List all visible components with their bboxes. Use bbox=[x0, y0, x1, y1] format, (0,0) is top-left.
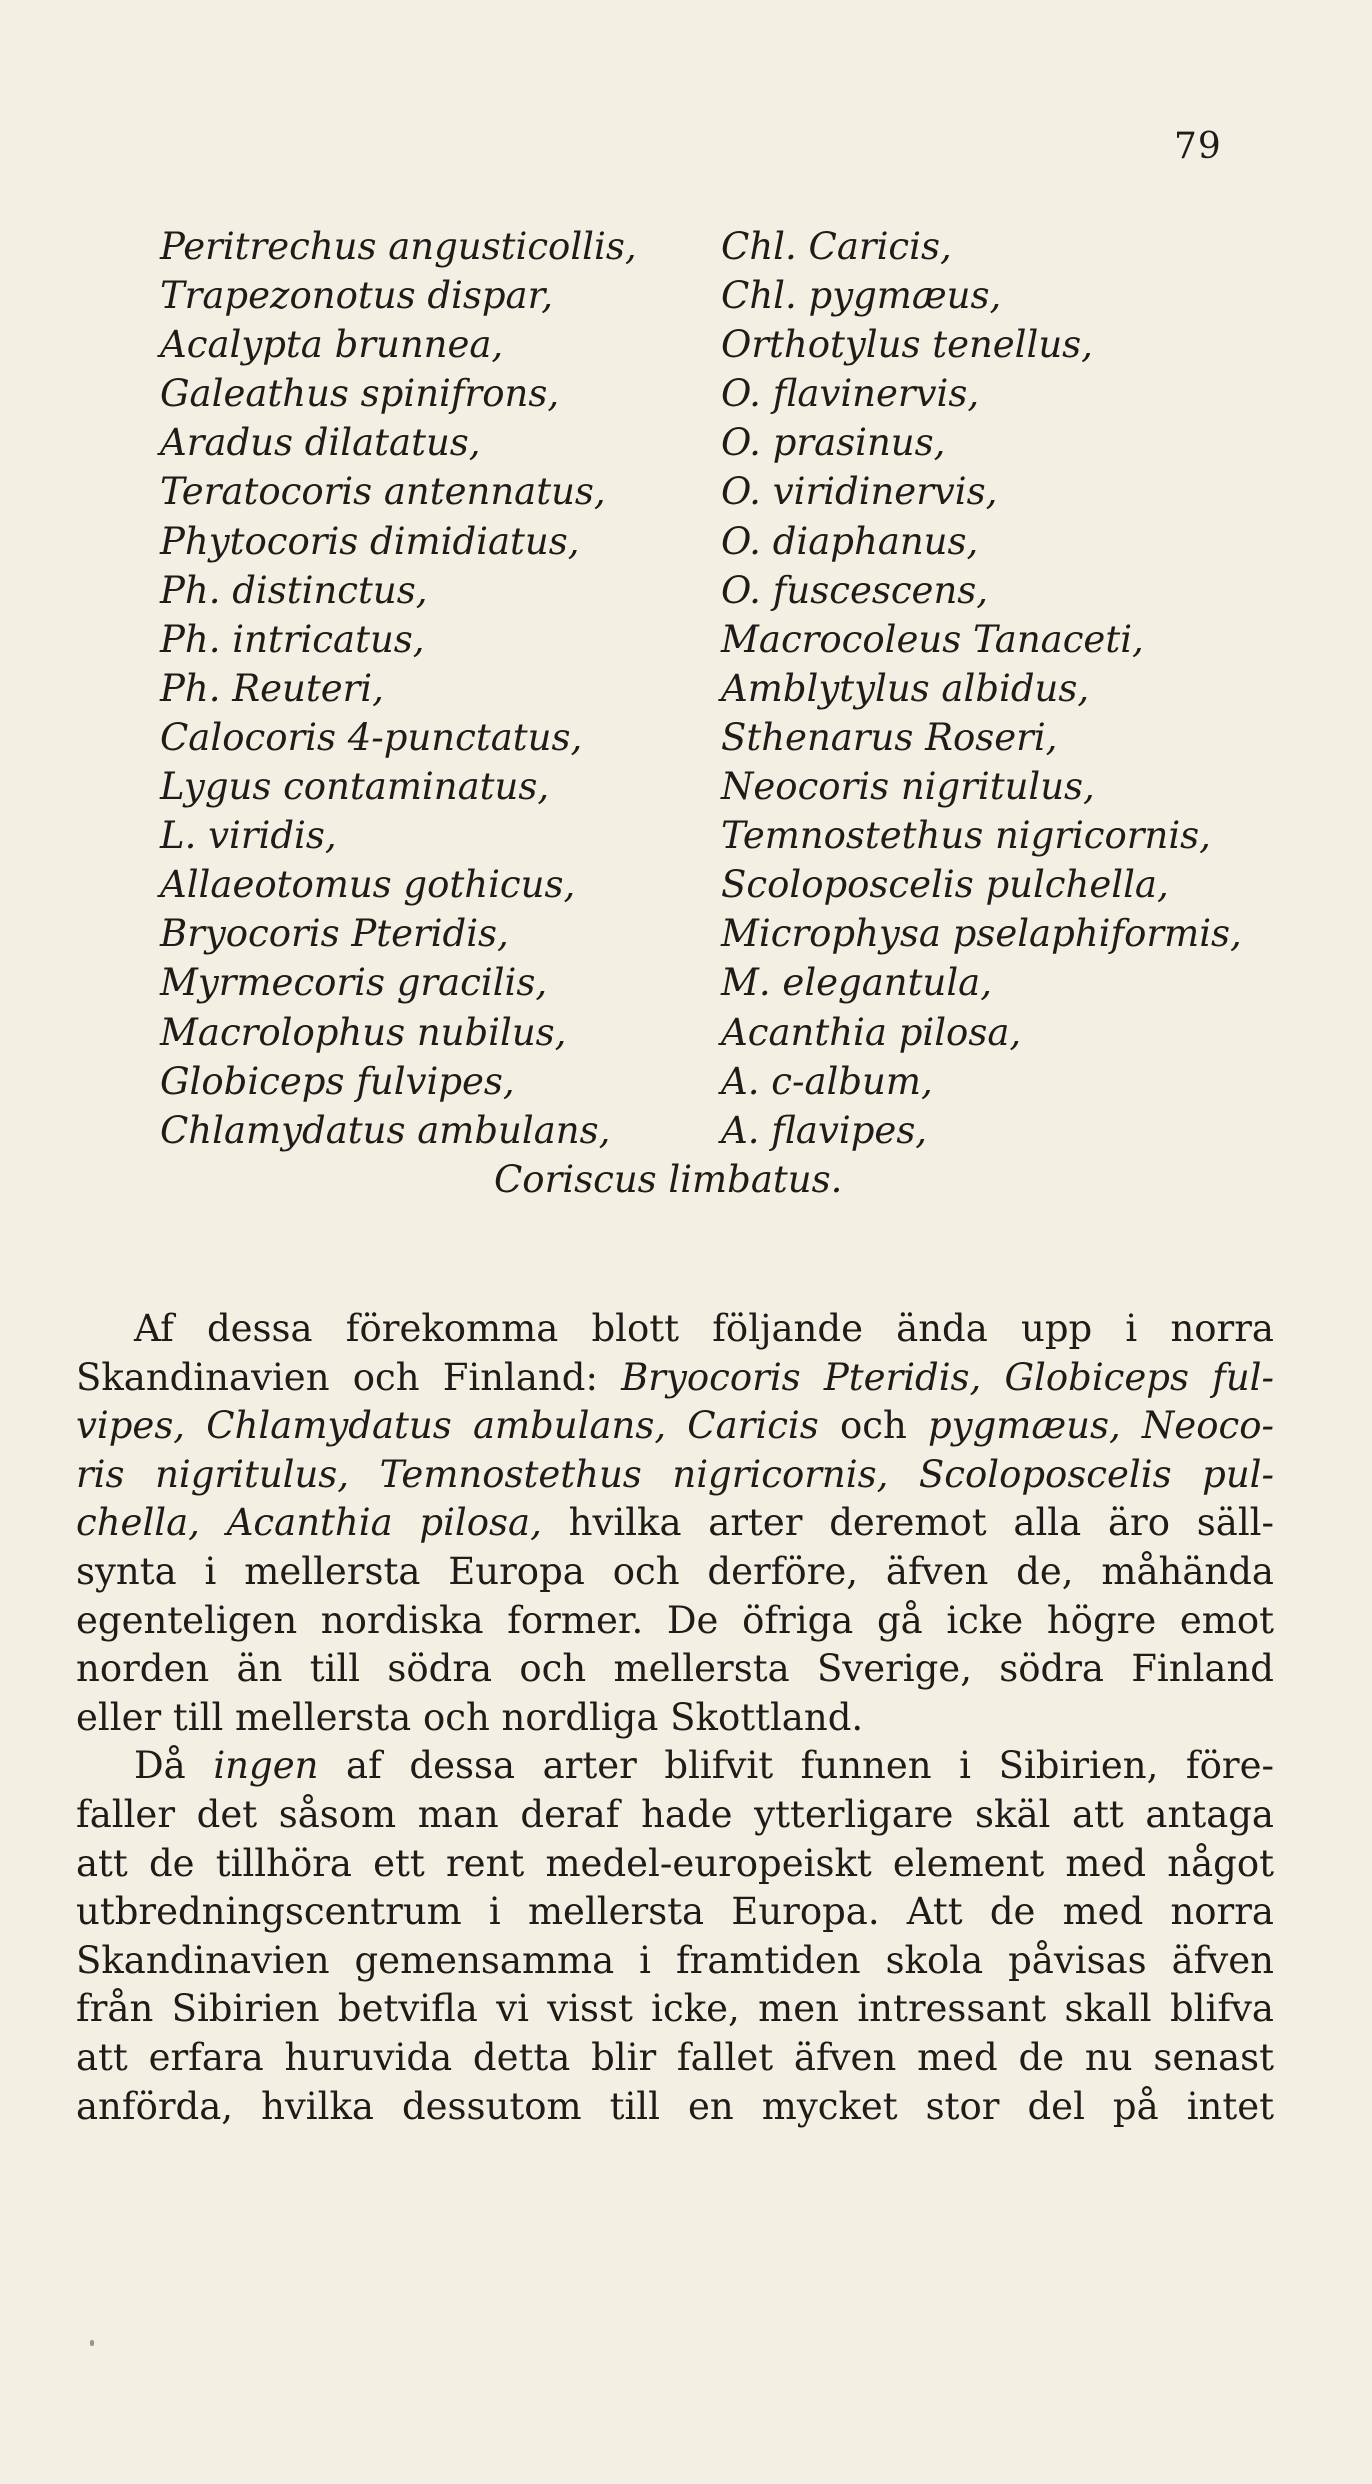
page-number: 79 bbox=[1174, 126, 1222, 167]
species-name: Scoloposcelis pulchella, bbox=[721, 863, 1169, 907]
text-run: Af dessa förekomma blott följande ända upp i norra bbox=[134, 1307, 1274, 1350]
species-row bbox=[160, 860, 1300, 909]
species-name: Peritrechus angusticollis, bbox=[160, 225, 637, 268]
species-name: Chl. pygmæus, bbox=[721, 274, 1002, 318]
species-name: Bryocoris Pteridis, bbox=[160, 912, 509, 956]
species-name: Aradus dilatatus, bbox=[160, 421, 481, 465]
text-run: Skandinavien och Finland: bbox=[76, 1355, 598, 1399]
species-citation: pygmæus, Neoco- bbox=[928, 1404, 1274, 1448]
text-run: utbredningscentrum i mellersta Europa. Att de med norra bbox=[76, 1890, 1274, 1934]
species-name: Calocoris 4-punctatus, bbox=[160, 715, 583, 759]
text-run: från Sibirien betvifla vi visst icke, men intressant skall blifva bbox=[76, 1987, 1274, 2031]
text-run: att de tillhöra ett rent medel-europeiskt element med något bbox=[76, 1841, 1274, 1885]
species-name: L. viridis, bbox=[160, 814, 337, 858]
text-run: norden än till södra och mellersta Sverige, södra Finland bbox=[76, 1647, 1274, 1691]
text-run: och bbox=[839, 1404, 907, 1448]
species-name: Ph. distinctus, bbox=[160, 568, 428, 612]
species-name: Chlamydatus ambulans, bbox=[160, 1108, 611, 1152]
species-name: Trapezonotus dispar, bbox=[160, 274, 553, 318]
text-run: anförda, hvilka dessutom till en mycket stor del på intet bbox=[76, 2084, 1274, 2128]
species-row bbox=[160, 467, 1300, 516]
text-run: Då bbox=[134, 1744, 186, 1788]
text-line bbox=[76, 1791, 1274, 1840]
text-line bbox=[76, 1840, 1274, 1889]
species-name: Macrocoleus Tanaceti, bbox=[721, 617, 1144, 661]
species-name: Acanthia pilosa, bbox=[721, 1010, 1022, 1054]
species-name: Acalypta brunnea, bbox=[160, 323, 504, 367]
species-row bbox=[160, 713, 1300, 762]
species-citation: Bryocoris Pteridis, Globiceps ful- bbox=[621, 1355, 1274, 1399]
species-name: Temnostethus nigricornis, bbox=[721, 814, 1211, 858]
paragraph-1 bbox=[76, 1305, 1274, 1742]
species-name: O. diaphanus, bbox=[721, 519, 979, 563]
species-row bbox=[160, 222, 1300, 271]
text-run: hvilka arter deremot alla äro säll- bbox=[568, 1501, 1274, 1545]
species-name: Globiceps fulvipes, bbox=[160, 1059, 515, 1103]
text-run: af dessa arter blifvit funnen i Sibirien, före- bbox=[346, 1744, 1274, 1788]
text-line bbox=[76, 1354, 1274, 1403]
species-name: Orthotylus tenellus, bbox=[721, 323, 1093, 367]
species-row bbox=[160, 369, 1300, 418]
species-name: A. flavipes, bbox=[721, 1108, 928, 1152]
text-line bbox=[76, 1937, 1274, 1986]
species-citation: chella, Acanthia pilosa, bbox=[76, 1501, 542, 1545]
species-name: Neocoris nigritulus, bbox=[721, 765, 1095, 809]
species-name: Myrmecoris gracilis, bbox=[160, 961, 548, 1005]
species-row bbox=[160, 1057, 1300, 1106]
text-line bbox=[76, 1888, 1274, 1937]
text-run: Skandinavien gemensamma i framtiden skola påvisas äfven bbox=[76, 1938, 1274, 1982]
species-row bbox=[160, 418, 1300, 467]
paragraph-2 bbox=[76, 1742, 1274, 2131]
species-citation: vipes, Chlamydatus ambulans, Caricis bbox=[76, 1404, 819, 1448]
text-line bbox=[76, 1402, 1274, 1451]
species-row bbox=[160, 664, 1300, 713]
species-row bbox=[160, 1106, 1300, 1155]
species-name: Macrolophus nubilus, bbox=[160, 1010, 567, 1054]
species-name: Phytocoris dimidiatus, bbox=[160, 519, 580, 563]
species-last-line: Coriscus limbatus. bbox=[494, 1157, 843, 1201]
species-name: Chl. Caricis, bbox=[721, 225, 952, 268]
text-line bbox=[76, 1305, 1274, 1354]
species-name: Allaeotomus gothicus, bbox=[160, 863, 576, 907]
text-line bbox=[76, 1742, 1274, 1791]
species-row bbox=[160, 909, 1300, 958]
paper-speck bbox=[90, 2340, 94, 2346]
text-run: egenteligen nordiska former. De öfriga gå icke högre emot bbox=[76, 1598, 1274, 1642]
species-row bbox=[160, 320, 1300, 369]
species-name: Galeathus spinifrons, bbox=[160, 372, 560, 416]
species-row bbox=[160, 566, 1300, 615]
text-run: faller det såsom man deraf hade ytterligare skäl att antaga bbox=[76, 1792, 1274, 1836]
species-row bbox=[160, 615, 1300, 664]
species-name: Teratocoris antennatus, bbox=[160, 470, 606, 514]
species-name: Ph. Reuteri, bbox=[160, 666, 384, 710]
species-name: Amblytylus albidus, bbox=[721, 666, 1090, 710]
species-name: M. elegantula, bbox=[721, 961, 992, 1005]
species-name: O. fuscescens, bbox=[721, 568, 989, 612]
text-line bbox=[76, 1985, 1274, 2034]
species-row bbox=[160, 762, 1300, 811]
emphasis: ingen bbox=[213, 1744, 319, 1788]
text-line bbox=[76, 1451, 1274, 1500]
species-name: O. viridinervis, bbox=[721, 470, 998, 514]
text-line bbox=[76, 1694, 1274, 1743]
species-row bbox=[160, 811, 1300, 860]
species-row bbox=[160, 958, 1300, 1007]
text-line bbox=[76, 1597, 1274, 1646]
species-row bbox=[160, 271, 1300, 320]
species-row bbox=[160, 1008, 1300, 1057]
species-row bbox=[160, 517, 1300, 566]
text-run: synta i mellersta Europa och derföre, äfven de, måhända bbox=[76, 1549, 1274, 1593]
species-name: A. c-album, bbox=[721, 1059, 933, 1103]
text-run: att erfara huruvida detta blir fallet äfven med de nu senast bbox=[76, 2035, 1274, 2079]
text-line bbox=[76, 2034, 1274, 2083]
text-run: eller till mellersta och nordliga Skottland. bbox=[76, 1695, 864, 1739]
species-list bbox=[160, 222, 1300, 1204]
text-line bbox=[76, 1645, 1274, 1694]
species-name: O. prasinus, bbox=[721, 421, 946, 465]
text-line bbox=[76, 1548, 1274, 1597]
species-name: Microphysa pselaphiformis, bbox=[721, 912, 1242, 956]
species-name: Ph. intricatus, bbox=[160, 617, 425, 661]
species-name: Sthenarus Roseri, bbox=[721, 715, 1058, 759]
species-citation: ris nigritulus, Temnostethus nigricornis, Scoloposcelis pul- bbox=[76, 1452, 1274, 1496]
species-name: Lygus contaminatus, bbox=[160, 765, 550, 809]
text-line bbox=[76, 2083, 1274, 2132]
species-name: O. flavinervis, bbox=[721, 372, 980, 416]
text-line bbox=[76, 1499, 1274, 1548]
body-text bbox=[76, 1305, 1274, 2131]
